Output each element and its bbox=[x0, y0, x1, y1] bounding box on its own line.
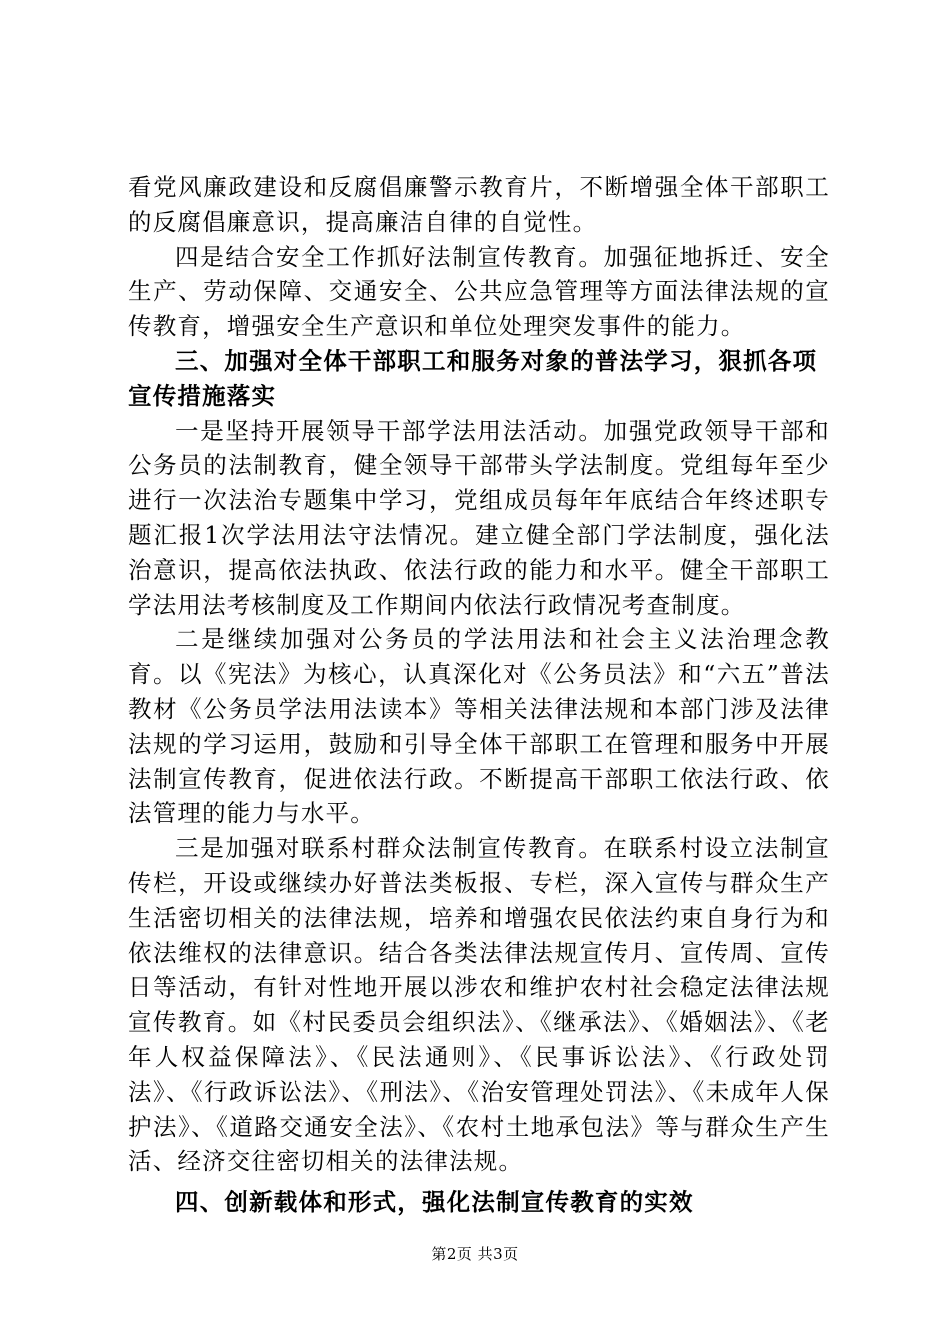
paragraph-village-education: 三是加强对联系村群众法制宣传教育。在联系村设立法制宣传栏，开设或继续办好普法类板报、专栏，深入宣传与群众生产生活密切相关的法律法规，培养和增强农民依法约束自身行为和依法维权的法律意识。结合各类法律法规宣传月、宣传周、宣传日等活动，有针对性地开展以涉农和维护农村社会稳定法律法规宣传教育。如《村民委员会组织法》、《继承法》、《婚姻法》、《老年人权益保障法》、《民法通则》、《民事诉讼法》、《行政处罚法》、《行政诉讼法》、《刑法》、《治安管理处罚法》、《未成年人保护法》、《道路交通安全法》、《农村土地承包法》等与群众生产生活、经济交往密切相关的法律法规。 bbox=[128, 834, 830, 1176]
paragraph-leader-study: 一是坚持开展领导干部学法用法活动。加强党政领导干部和公务员的法制教育，健全领导干部带头学法制度。党组每年至少进行一次法治专题集中学习，党组成员每年年底结合年终述职专题汇报1次学法用法守法情况。建立健全部门学法制度，强化法治意识，提高依法执政、依法行政的能力和水平。健全干部职工学法用法考核制度及工作期间内依法行政情况考查制度。 bbox=[128, 416, 830, 619]
section-heading-3: 三、加强对全体干部职工和服务对象的普法学习，狠抓各项宣传措施落实 bbox=[128, 346, 818, 410]
paragraph-civil-servant-study: 二是继续加强对公务员的学法用法和社会主义法治理念教育。以《宪法》为核心，认真深化对《公务员法》和“六五”普法教材《公务员学法用法读本》等相关法律法规和本部门涉及法律法规的学习运用，鼓励和引导全体干部职工在管理和服务中开展法制宣传教育，促进依法行政。不断提高干部职工依法行政、依法管理的能力与水平。 bbox=[128, 625, 830, 828]
section-heading-4: 四、创新载体和形式，强化法制宣传教育的实效 bbox=[175, 1188, 694, 1217]
paragraph-continued: 看党风廉政建设和反腐倡廉警示教育片，不断增强全体干部职工的反腐倡廉意识，提高廉洁自律的自觉性。 bbox=[128, 173, 830, 236]
paragraph-safety-education: 四是结合安全工作抓好法制宣传教育。加强征地拆迁、安全生产、劳动保障、交通安全、公共应急管理等方面法律法规的宣传教育，增强安全生产意识和单位处理突发事件的能力。 bbox=[128, 242, 830, 341]
page-footer: 第2页 共3页 bbox=[431, 1245, 519, 1263]
document-body bbox=[128, 170, 830, 1220]
